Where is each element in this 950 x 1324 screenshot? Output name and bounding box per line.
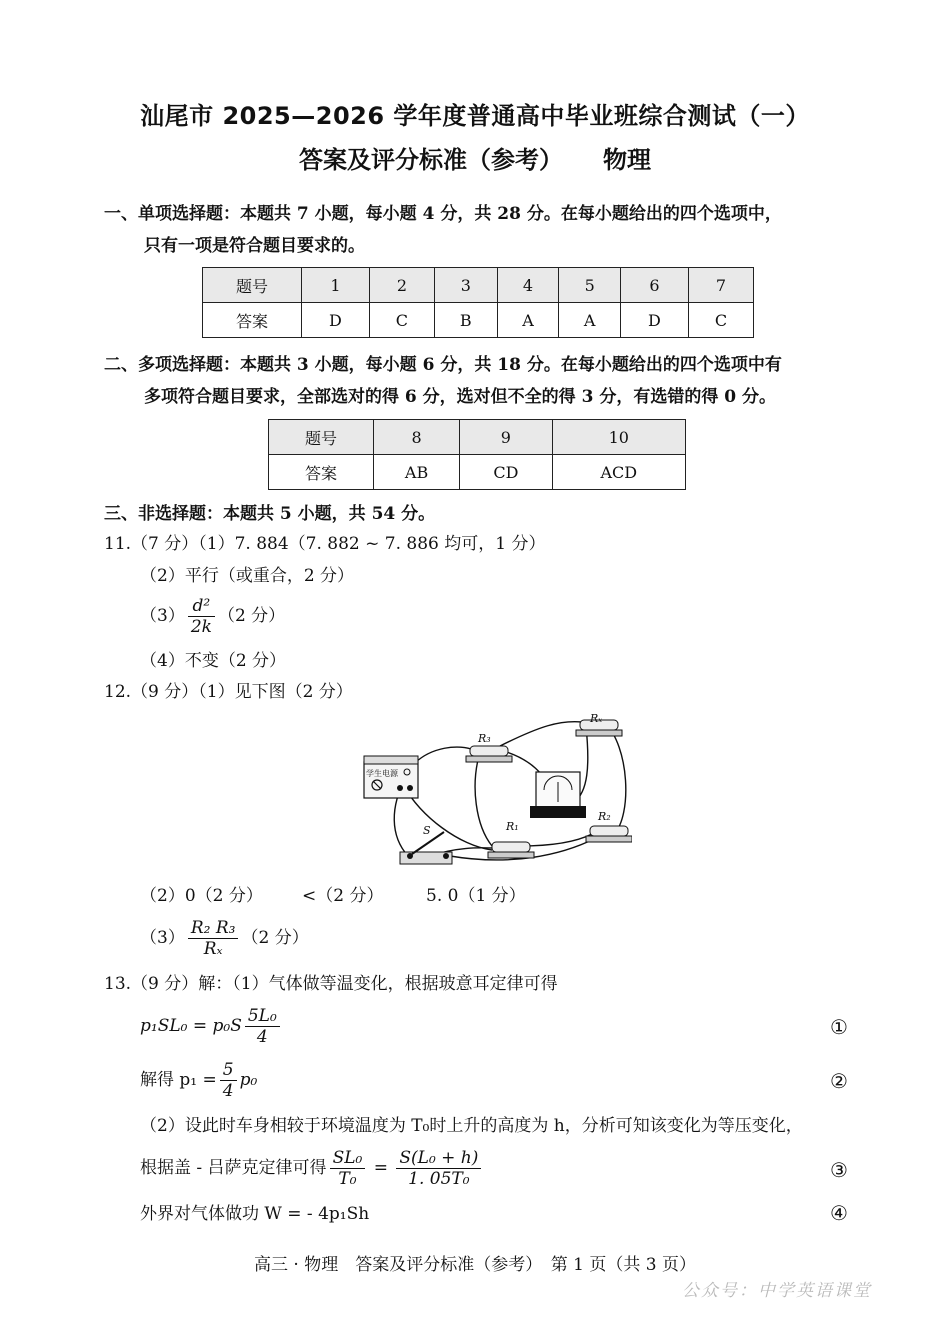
q12-line3 xyxy=(140,918,309,959)
section3-heading: 三、非选择题：本题共 5 小题，共 54 分。 xyxy=(104,504,436,524)
section1-heading-line1: 一、单项选择题：本题共 7 小题，每小题 4 分，共 28 分。在每小题给出的四个选项中， xyxy=(104,204,782,224)
q11-line2: （2）平行（或重合，2 分） xyxy=(140,566,355,586)
table-cell: 2 xyxy=(369,268,434,303)
table-cell: 题号 xyxy=(269,420,374,455)
table-cell: 3 xyxy=(434,268,497,303)
fraction-numerator: SL₀ xyxy=(330,1148,366,1169)
power-supply-label: 学生电源 xyxy=(366,769,398,778)
q13-eq4: 外界对气体做功 W = - 4p₁Sh xyxy=(140,1204,370,1224)
table-cell: 6 xyxy=(621,268,689,303)
table-cell: C xyxy=(688,303,753,338)
fraction-denominator: 4 xyxy=(222,1081,234,1101)
fraction-numerator: d² xyxy=(188,596,215,617)
table-cell: C xyxy=(369,303,434,338)
eq2-mark: ② xyxy=(830,1069,848,1093)
section2-heading-line1: 二、多项选择题：本题共 3 小题，每小题 6 分，共 18 分。在每小题给出的四个选项中有 xyxy=(104,355,782,375)
subtitle-left: 答案及评分标准（参考） xyxy=(299,146,563,174)
circuit-diagram xyxy=(360,706,632,874)
table-cell: 7 xyxy=(688,268,753,303)
galvanometer xyxy=(530,772,586,818)
eq4-mark: ④ xyxy=(830,1201,848,1225)
fraction xyxy=(188,596,215,637)
q13-part2-line: （2）设此时车身相较于环境温度为 T₀时上升的高度为 h，分析可知该变化为等压变化， xyxy=(140,1116,803,1136)
section1-answer-table xyxy=(202,267,754,338)
table-cell: 答案 xyxy=(269,455,374,490)
table-cell: 5 xyxy=(559,268,621,303)
fraction-denominator: 4 xyxy=(256,1027,268,1047)
table-cell: 9 xyxy=(460,420,552,455)
table-row xyxy=(269,420,686,455)
section1-heading-line2: 只有一项是符合题目要求的。 xyxy=(144,236,365,256)
table-cell: ACD xyxy=(552,455,685,490)
wire xyxy=(475,752,492,846)
fraction xyxy=(330,1148,366,1189)
resistor-r1 xyxy=(488,842,534,858)
fraction xyxy=(220,1060,237,1101)
q12-line2a: （2）0（2 分） xyxy=(140,886,263,906)
fraction-denominator: 2k xyxy=(190,617,212,637)
table-cell: D xyxy=(621,303,689,338)
q12-line2c: 5. 0（1 分） xyxy=(426,886,526,906)
fraction xyxy=(245,1006,280,1047)
resistor-r3 xyxy=(466,746,512,762)
q11-line4: （4）不变（2 分） xyxy=(140,651,287,671)
table-cell: D xyxy=(302,303,370,338)
table-cell: AB xyxy=(374,455,460,490)
section2-answer-table xyxy=(268,419,686,490)
fraction xyxy=(396,1148,481,1189)
rx-label: Rₓ xyxy=(590,712,603,725)
q12-line1: 12.（9 分）（1）见下图（2 分） xyxy=(104,682,353,702)
table-cell: 8 xyxy=(374,420,460,455)
eq2-suffix: p₀ xyxy=(239,1070,258,1090)
table-cell: 4 xyxy=(497,268,559,303)
table-row xyxy=(269,455,686,490)
fraction-denominator: T₀ xyxy=(338,1169,357,1189)
section2-heading-line2: 多项符合题目要求，全部选对的得 6 分，选对但不全的得 3 分，有选错的得 0 分。 xyxy=(144,387,776,407)
table-cell: A xyxy=(559,303,621,338)
table-cell: A xyxy=(497,303,559,338)
table-cell: CD xyxy=(460,455,552,490)
subject-label: 物理 xyxy=(603,146,651,174)
eq2-prefix: 解得 p₁ = xyxy=(140,1070,217,1090)
q12-line3-prefix: （3） xyxy=(140,928,185,948)
eq3-mark: ③ xyxy=(830,1158,848,1182)
fraction-numerator: 5L₀ xyxy=(245,1006,280,1027)
r3-label: R₃ xyxy=(478,732,491,745)
fraction-numerator: R₂ R₃ xyxy=(188,918,239,939)
page-footer: 高三 · 物理 答案及评分标准（参考） 第 1 页（共 3 页） xyxy=(254,1255,696,1275)
q13-line1: 13.（9 分）解：（1）气体做等温变化，根据玻意耳定律可得 xyxy=(104,974,558,994)
table-row xyxy=(203,303,754,338)
q11-line3-suffix: （2 分） xyxy=(217,606,286,626)
fraction-denominator: 1. 05T₀ xyxy=(408,1169,470,1189)
fraction-denominator: Rₓ xyxy=(203,939,223,959)
r1-label: R₁ xyxy=(506,820,519,833)
q12-line3-suffix: （2 分） xyxy=(241,928,309,948)
eq3-prefix: 根据盖 - 吕萨克定律可得 xyxy=(140,1158,327,1178)
q12-line2b: <（2 分） xyxy=(302,886,384,906)
q11-line3-prefix: （3） xyxy=(140,606,185,626)
q11-line1: 11.（7 分）（1）7. 884（7. 882 ~ 7. 886 均可，1 分） xyxy=(104,534,546,554)
eq1-left: p₁SL₀ = p₀S xyxy=(140,1016,242,1036)
q11-line3 xyxy=(140,596,285,637)
table-cell: 题号 xyxy=(203,268,302,303)
table-row xyxy=(203,268,754,303)
page-title: 汕尾市 2025—2026 学年度普通高中毕业班综合测试（一） xyxy=(140,102,810,130)
wire xyxy=(412,747,474,766)
table-cell: 1 xyxy=(302,268,370,303)
r2-label: R₂ xyxy=(598,810,611,823)
watermark: 公众号：中学英语课堂 xyxy=(682,1281,872,1301)
table-cell: 答案 xyxy=(203,303,302,338)
table-cell: B xyxy=(434,303,497,338)
fraction xyxy=(188,918,239,959)
switch-label: S xyxy=(423,824,431,837)
q13-eq1 xyxy=(140,1006,283,1047)
q13-eq3: 根据盖 - 吕萨克定律可得 $\frac{\text{SL₀}}{\text{T₀}}$ = $\frac{\text{S(L₀ + h)}}{\text{1. 05T₀}}$ xyxy=(140,1148,484,1189)
eq1-mark: ① xyxy=(830,1015,848,1039)
wire xyxy=(500,722,582,746)
resistor-r2 xyxy=(586,826,632,842)
page-subtitle xyxy=(0,140,950,175)
fraction-numerator: 5 xyxy=(220,1060,237,1081)
fraction-numerator: S(L₀ + h) xyxy=(396,1148,481,1169)
table-cell: 10 xyxy=(552,420,685,455)
q13-eq2 xyxy=(140,1060,257,1101)
